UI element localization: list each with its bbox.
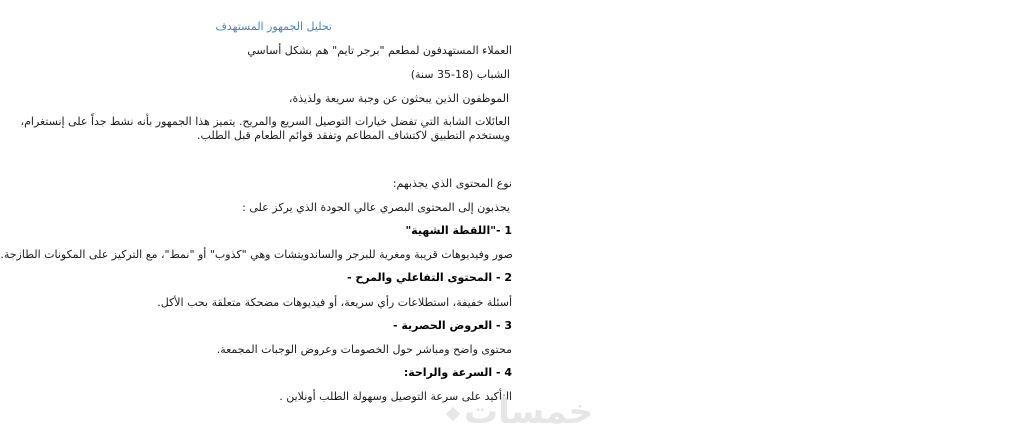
item-1-text: صور وفيديوهات قريبة ومغرية للبرجر والساندويتشات وهي "كذوب" أو "نمط"، مع التركيز على المكونات الطازجة. xyxy=(0,248,513,261)
item-3-heading: 3 - العروض الحصرية - xyxy=(392,319,512,332)
audience-employees: الموظفون الذين يبحثون عن وجبة سريعة ولذيذة، xyxy=(288,92,509,105)
item-1-heading: 1 -"اللقطة الشهية" xyxy=(405,224,512,237)
item-4-text: التأكيد على سرعة التوصيل وسهولة الطلب أونلاين . xyxy=(279,390,512,403)
watermark-diamond-icon xyxy=(446,406,460,420)
watermark-text: خمسات xyxy=(464,392,593,432)
item-2-text: أسئلة خفيفة، استطلاعات رأي سريعة، أو فيديوهات مضحكة متعلقة بحب الأكل. xyxy=(157,296,512,309)
audience-families: العائلات الشابة التي تفضل خيارات التوصيل السريع والمريح. يتميز هذا الجمهور بأنه نشط جداً على إنستغرام، xyxy=(20,115,510,128)
content-type-intro: يجذبون إلى المحتوى البصري عالي الجودة الذي يركز على : xyxy=(242,201,510,214)
audience-families-cont: ويستخدم التطبيق لاكتشاف المطاعم وتفقد قوائم الطعام قبل الطلب. xyxy=(197,129,510,142)
intro-line: العملاء المستهدفون لمطعم "برجر تايم" هم بشكل أساسي xyxy=(247,44,512,57)
section-title: تحليل الجمهور المستهدف xyxy=(215,20,332,33)
item-2-heading: 2 - المحتوى التفاعلي والمرح - xyxy=(346,271,512,284)
item-3-text: محتوى واضح ومباشر حول الخصومات وعروض الوجبات المجمعة. xyxy=(216,343,512,356)
watermark-logo xyxy=(448,392,593,432)
content-type-heading: نوع المحتوى الذي يجذبهم: xyxy=(392,177,512,190)
audience-youth: الشباب (18-35 سنة) xyxy=(410,68,510,81)
item-4-heading: 4 - السرعة والراحة: xyxy=(403,366,512,379)
